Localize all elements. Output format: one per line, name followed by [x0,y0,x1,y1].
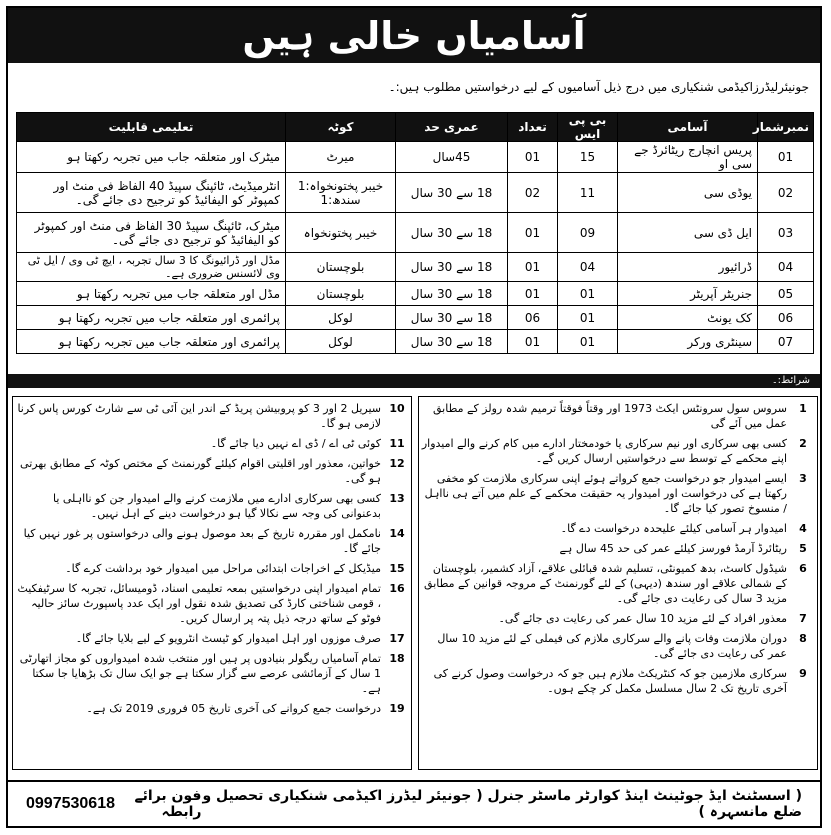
condition-text: نامکمل اور مقررہ تاریخ کے بعد موصول ہونے والی درخواستوں پر غور نہیں کیا جائے گا۔ [23,527,381,555]
cell-post: پریس انچارج ریٹائرڈ جے سی او [618,142,758,173]
condition-text: تمام آسامیاں ریگولر بنیادوں پر ہیں اور منتخب شدہ امیدواروں کو مجاز اتھارٹی 1 سال کے آزمائشی عرصے سے گزار سکتا ہے جو ایک سال تک بڑھایا جا سکتا ہے۔ [19,652,381,695]
condition-number: 9 [799,667,807,680]
condition-number: 6 [799,562,807,575]
list-item [421,471,815,516]
list-item [15,401,409,431]
conditions-right-box [418,396,818,770]
footer-address: ( اسسٹنٹ ایڈ جوٹینٹ اینڈ کوارٹر ماسٹر جنرل ( جونیئر لیڈرز اکیڈمی شنکیاری تحصیل و ضلع مانسہرہ ) [202,788,802,820]
cell-edu: میٹرک، ٹائپنگ سپیڈ 30 الفاظ فی منٹ اور کمپوٹر کو الیفائیڈ کو ترجیح دی جائے گی۔ [17,213,286,253]
banner-title: آسامیاں خالی ہیں [242,13,586,58]
condition-number: 14 [389,527,405,540]
cell-age: 18 سے 30 سال [396,253,508,282]
condition-text: کوئی ٹی اے / ڈی اے نہیں دیا جائے گا۔ [210,437,381,450]
condition-number: 17 [389,632,405,645]
cell-quota: خیبر پختونخواہ:1 سندھ:1 [286,173,396,213]
condition-number: 3 [799,472,807,485]
condition-text: صرف موزوں اور اہل امیدوار کو ٹیسٹ انٹرویو کے لیے بلایا جائے گا۔ [75,632,381,645]
header-qty: تعداد [508,113,558,142]
table-row [17,173,814,213]
cell-bps: 01 [558,330,618,354]
condition-text: شیڈول کاسٹ، بدھ کمیونٹی، تسلیم شدہ قبائلی علاقے، آزاد کشمیر، بلوچستان کے شمالی علاقے اور سندھ (دیہی) کے لئے گورنمنٹ کے مروجہ قوانین کے مطابق مزید 3 سال کی رعایت دی جائے گی۔ [424,562,787,605]
list-item [421,521,815,536]
cell-quota: میرٹ [286,142,396,173]
conditions-left-list [13,397,411,716]
condition-text: کسی بھی سرکاری اور نیم سرکاری یا خودمختار ادارے میں کام کرنے والے امیدوار اپنے محکمے کے توسط سے درخواستیں ارسال کریں گے۔ [421,437,787,465]
condition-number: 10 [389,402,405,415]
list-item [15,491,409,521]
cell-age: 18 سے 30 سال [396,282,508,306]
condition-text: ایسے امیدوار جو درخواست جمع کرواتے ہوئے اپنی سرکاری ملازمت کو مخفی رکھتا ہے کی درخواست اور امیدوار یہ حقیقت محکمے کے علم میں آتے ہی نااہل / منسوخ تصور کیا جائے گا۔ [424,472,787,515]
condition-number: 5 [799,542,807,555]
condition-text: معذور افراد کے لئے مزید 10 سال عمر کی رعایت دی جائے گی۔ [498,612,787,625]
cell-num: 05 [758,282,814,306]
list-item [15,561,409,576]
intro-text: جونیئرلیڈرزاکیڈمی شنکیاری میں درج ذیل آسامیوں کے لیے درخواستیں مطلوب ہیں:۔ [388,80,809,94]
header-quota: کوٹہ [286,113,396,142]
cell-bps: 04 [558,253,618,282]
phone-label: فون برائے رابطہ [134,788,202,820]
cell-num: 03 [758,213,814,253]
cell-qty: 02 [508,173,558,213]
cell-qty: 01 [508,282,558,306]
table-header-row [17,113,814,142]
condition-number: 2 [799,437,807,450]
cell-qty: 01 [508,213,558,253]
condition-text: دوران ملازمت وفات پانے والے سرکاری ملازم کی فیملی کے لئے مزید 10 سال عمر کی رعایت دی جائے گی۔ [437,632,787,660]
cell-quota: بلوچستان [286,253,396,282]
list-item [15,456,409,486]
cell-age: 18 سے 30 سال [396,306,508,330]
cell-bps: 15 [558,142,618,173]
phone-number: 0997530618 [26,795,115,812]
condition-text: سرکاری ملازمین جو کہ کنٹریکٹ ملازم ہیں جو کہ درخواست وصول کرنے کی آخری تاریخ تک 2 سال مسلسل مکمل کر چکے ہوں۔ [433,667,787,695]
condition-text: امیدوار ہر آسامی کیلئے علیحدہ درخواست دے گا۔ [560,522,787,535]
table-row [17,213,814,253]
condition-number: 8 [799,632,807,645]
cell-quota: لوکل [286,306,396,330]
cell-post: جنریٹر آپریٹر [618,282,758,306]
cell-edu: پرائمری اور متعلقہ جاب میں تجربہ رکھتا ہو [17,330,286,354]
cell-edu: میٹرک اور متعلقہ جاب میں تجربہ رکھتا ہو [17,142,286,173]
cell-post: ایل ڈی سی [618,213,758,253]
conditions-left-box [12,396,412,770]
table-row [17,142,814,173]
list-item [421,666,815,696]
list-item [15,651,409,696]
cell-quota: لوکل [286,330,396,354]
cell-qty: 01 [508,330,558,354]
condition-text: کسی بھی سرکاری ادارے میں ملازمت کرنے والے امیدوار جن کو نااہلی یا بدعنوانی کی وجہ سے نکالا گیا ہو درخواست دینے کے اہل نہیں۔ [52,492,381,520]
cell-quota: بلوچستان [286,282,396,306]
list-item [15,701,409,716]
cell-bps: 01 [558,306,618,330]
cell-edu: مڈل اور متعلقہ جاب میں تجربہ رکھتا ہو [17,282,286,306]
vacancies-table [16,112,814,354]
condition-number: 7 [799,612,807,625]
vacancies-banner [8,8,820,63]
condition-number: 4 [799,522,807,535]
list-item [421,611,815,626]
condition-number: 12 [389,457,405,470]
cell-edu: پرائمری اور متعلقہ جاب میں تجربہ رکھتا ہو [17,306,286,330]
cell-edu: مڈل اور ڈرائیونگ کا 3 سال تجربہ ، ایچ ٹی وی / ایل ٹی وی لائسنس ضروری ہے۔ [17,253,286,282]
table-row [17,253,814,282]
condition-number: 1 [799,402,807,415]
condition-text: سیریل 2 اور 3 کو پروبیشن پریڈ کے اندر این آئی ٹی سے شارٹ کورس پاس کرنا لازمی ہو گا۔ [17,402,381,430]
header-num: نمبرشمار [758,113,814,142]
condition-text: خواتین، معذور اور اقلیتی اقوام کیلئے گورنمنٹ کے مختص کوٹہ کے مطابق بھرتی ہو گی۔ [20,457,381,485]
header-bps: بی پی ایس [558,113,618,142]
cell-qty: 01 [508,253,558,282]
list-item [15,436,409,451]
cell-edu: انٹرمیڈیٹ، ٹائپنگ سپیڈ 40 الفاظ فی منٹ اور کمپوٹر کو الیفائیڈ کو ترجیح دی جائے گی۔ [17,173,286,213]
conditions-heading: شرائط:۔ [8,374,820,388]
cell-post: سینٹری ورکر [618,330,758,354]
condition-text: سروس سول سرونٹس ایکٹ 1973 اور وقتاً فوقتاً ترمیم شدہ رولز کے مطابق عمل میں آئے گی [433,402,787,430]
conditions-right-list [419,397,817,696]
cell-post: کک یونٹ [618,306,758,330]
condition-text: تمام امیدوار اپنی درخواستیں بمعہ تعلیمی اسناد، ڈومیسائل، تجربہ کا سرٹیفکیٹ ، قومی شناختی کارڈ کی تصدیق شدہ نقول اور ایک عدد پاسپورٹ سائز حالیہ فوٹو کے ساتھ درجہ ذیل پتہ پر ارسال کریں۔ [17,582,381,625]
condition-text: ریٹائرڈ آرمڈ فورسز کیلئے عمر کی حد 45 سال ہے [559,542,787,555]
list-item [15,631,409,646]
cell-post: ڈرائیور [618,253,758,282]
table-row [17,282,814,306]
cell-bps: 09 [558,213,618,253]
cell-age: 18 سے 30 سال [396,213,508,253]
list-item [421,401,815,431]
cell-num: 02 [758,173,814,213]
cell-bps: 01 [558,282,618,306]
condition-number: 19 [389,702,405,715]
cell-age: 45سال [396,142,508,173]
condition-text: درخواست جمع کروانے کی آخری تاریخ 05 فروری 2019 تک ہے۔ [86,702,381,715]
cell-qty: 06 [508,306,558,330]
cell-num: 04 [758,253,814,282]
condition-text: میڈیکل کے اخراجات ابتدائی مراحل میں امیدوار خود برداشت کرے گا۔ [65,562,381,575]
cell-bps: 11 [558,173,618,213]
header-edu: تعلیمی قابلیت [17,113,286,142]
cell-num: 06 [758,306,814,330]
condition-number: 11 [389,437,405,450]
table-row [17,306,814,330]
condition-number: 13 [389,492,405,505]
cell-age: 18 سے 30 سال [396,330,508,354]
cell-quota: خیبر پختونخواہ [286,213,396,253]
cell-num: 01 [758,142,814,173]
cell-post: یوڈی سی [618,173,758,213]
list-item [15,526,409,556]
header-post: آسامی [618,113,758,142]
condition-number: 16 [389,582,405,595]
footer [8,780,820,826]
list-item [421,561,815,606]
cell-qty: 01 [508,142,558,173]
condition-number: 15 [389,562,405,575]
cell-age: 18 سے 30 سال [396,173,508,213]
list-item [421,631,815,661]
footer-contact [26,788,201,820]
table-row [17,330,814,354]
list-item [15,581,409,626]
list-item [421,436,815,466]
condition-number: 18 [389,652,405,665]
header-age: عمری حد [396,113,508,142]
list-item [421,541,815,556]
cell-num: 07 [758,330,814,354]
